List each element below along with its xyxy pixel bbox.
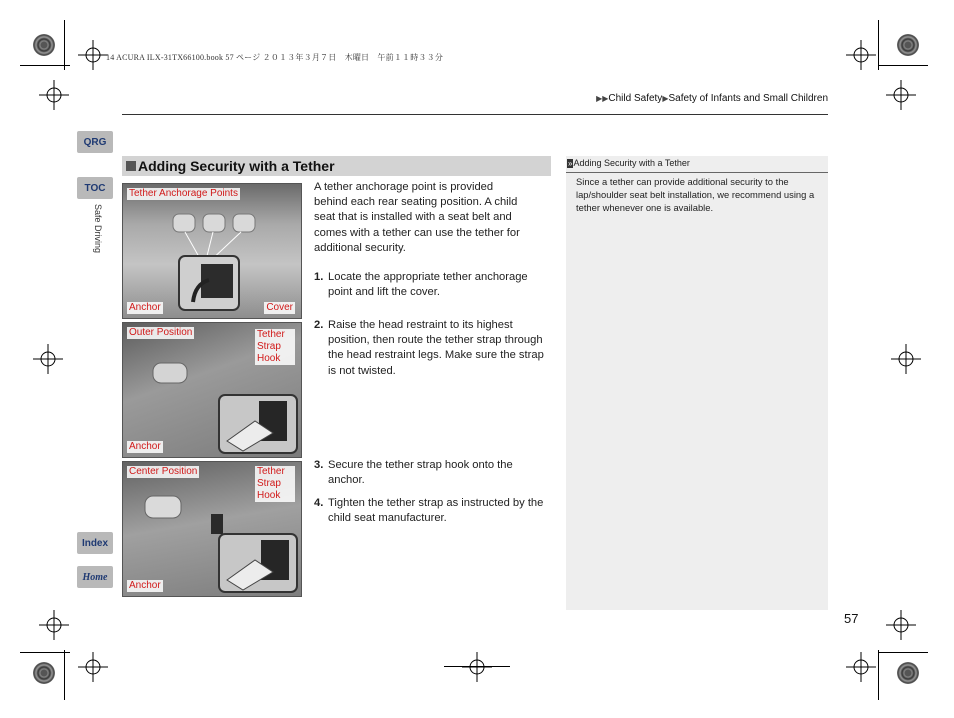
step-text: Raise the head restraint to its highest position, then route the tether strap through the head restraint legs. Make sure the strap is not twisted. bbox=[328, 319, 544, 377]
section-header bbox=[122, 156, 551, 176]
step-text: Secure the tether strap hook onto the anchor. bbox=[328, 459, 513, 487]
section-square-icon bbox=[126, 161, 136, 171]
figure-title: Outer Position bbox=[129, 327, 193, 338]
sidebar-title[interactable] bbox=[567, 158, 690, 168]
tether-hook-label: Tether Strap Hook bbox=[255, 466, 295, 502]
anchor-label: Anchor bbox=[129, 580, 161, 591]
crosshair-icon bbox=[846, 40, 876, 70]
intro-paragraph: A tether anchorage point is provided behind each rear seating position. A child seat that is installed with a seat belt and comes with a tether can use the tether for additional security. bbox=[314, 181, 520, 254]
cover-label: Cover bbox=[266, 302, 293, 313]
qrg-button[interactable]: QRG bbox=[77, 131, 113, 153]
tether-hook-label: Tether Strap Hook bbox=[255, 329, 295, 365]
crosshair-icon bbox=[886, 80, 916, 110]
breadcrumb-separator: ▶ bbox=[662, 94, 669, 103]
breadcrumb-child-safety[interactable]: Child Safety bbox=[608, 93, 663, 104]
anchor-label: Anchor bbox=[129, 302, 161, 313]
print-header: 14 ACURA ILX-31TX66100.book 57 ページ ２０１３年３月７日 木曜日 午前１１時３３分 bbox=[106, 53, 444, 62]
breadcrumb bbox=[596, 93, 828, 104]
step-text: Locate the appropriate tether anchorage point and lift the cover. bbox=[328, 271, 528, 299]
step-3 bbox=[314, 458, 524, 488]
print-disc-icon bbox=[897, 34, 919, 56]
step-1 bbox=[314, 270, 550, 300]
step-number: 2. bbox=[314, 319, 324, 331]
print-disc-icon bbox=[897, 662, 919, 684]
crosshair-icon bbox=[78, 40, 108, 70]
seat-illustration bbox=[123, 184, 301, 318]
figure-title: Center Position bbox=[129, 466, 198, 477]
step-number: 3. bbox=[314, 459, 324, 471]
section-title: Adding Security with a Tether bbox=[138, 158, 335, 174]
index-button[interactable]: Index bbox=[77, 532, 113, 554]
print-disc-icon bbox=[33, 662, 55, 684]
step-text: Tighten the tether strap as instructed by the child seat manufacturer. bbox=[328, 497, 544, 525]
header-rule bbox=[122, 114, 828, 115]
chapter-label: Safe Driving bbox=[93, 204, 103, 254]
figure-center-position bbox=[122, 461, 302, 597]
page-number: 57 bbox=[844, 611, 859, 626]
toc-button[interactable]: TOC bbox=[77, 177, 113, 199]
step-number: 4. bbox=[314, 497, 324, 509]
crosshair-icon bbox=[846, 652, 876, 682]
crosshair-icon bbox=[33, 344, 63, 374]
sidebar-title-text: Adding Security with a Tether bbox=[573, 158, 690, 168]
home-button[interactable] bbox=[77, 566, 113, 588]
crosshair-icon bbox=[891, 344, 921, 374]
crosshair-icon bbox=[886, 610, 916, 640]
anchor-label: Anchor bbox=[129, 441, 161, 452]
figure-title: Tether Anchorage Points bbox=[129, 188, 238, 199]
sidebar-rule bbox=[566, 172, 828, 173]
print-disc-icon bbox=[33, 34, 55, 56]
crosshair-icon bbox=[39, 610, 69, 640]
step-4 bbox=[314, 496, 552, 526]
crosshair-icon bbox=[78, 652, 108, 682]
breadcrumb-current[interactable]: Safety of Infants and Small Children bbox=[668, 93, 828, 104]
sidebar-text: Since a tether can provide additional security to the lap/shoulder seat belt installation, we recommend using a tether whenever one is available. bbox=[576, 176, 815, 214]
sidebar-note bbox=[566, 156, 828, 610]
crosshair-icon bbox=[39, 80, 69, 110]
figure-tether-anchorage bbox=[122, 183, 302, 319]
step-2 bbox=[314, 318, 550, 379]
crosshair-icon bbox=[462, 652, 492, 682]
step-number: 1. bbox=[314, 271, 324, 283]
home-label: Home bbox=[82, 571, 108, 583]
breadcrumb-arrows: ▶▶ bbox=[596, 94, 609, 103]
sidebar-arrow-icon: » bbox=[568, 159, 573, 168]
figure-outer-position bbox=[122, 322, 302, 458]
